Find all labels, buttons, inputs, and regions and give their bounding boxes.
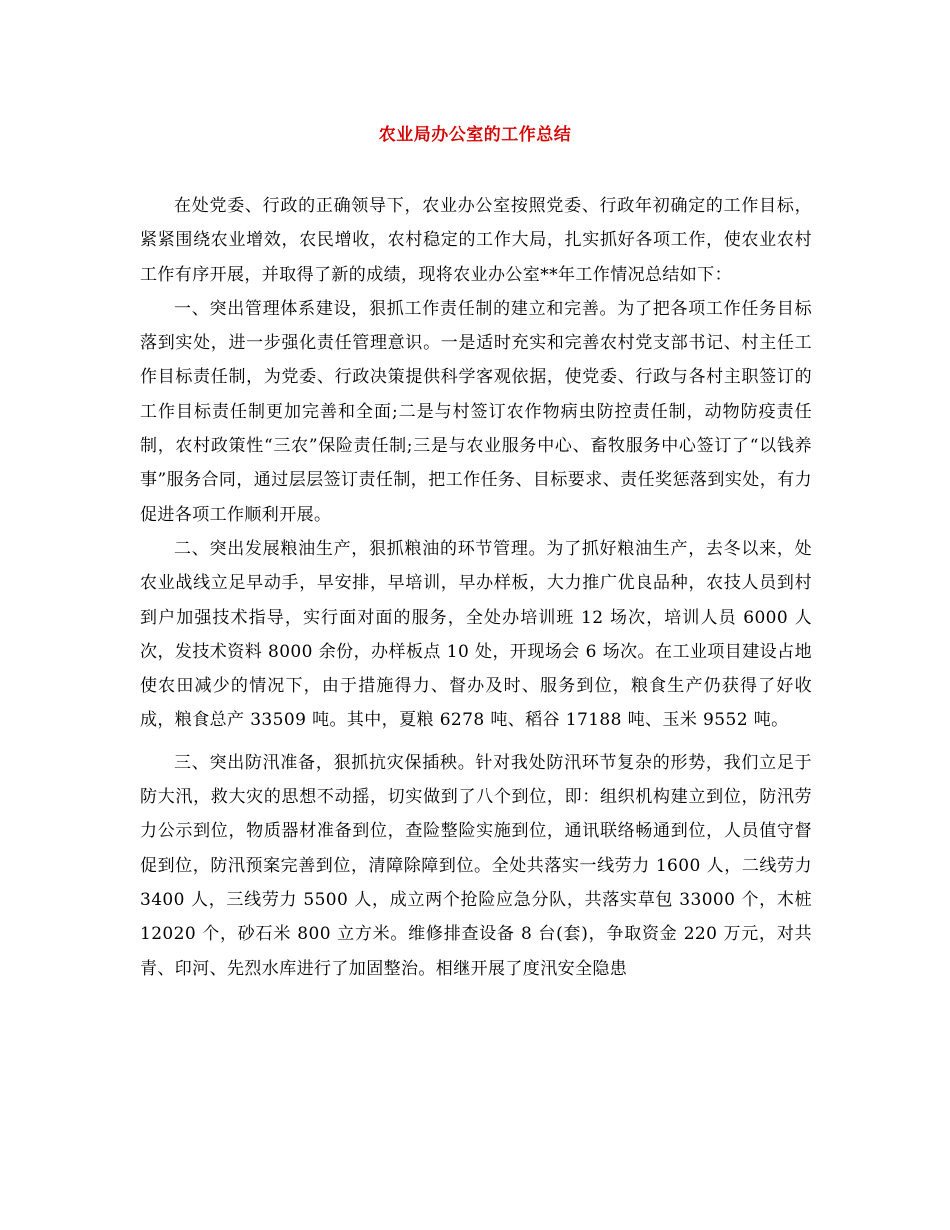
section-three-paragraph: 三、突出防汛准备，狠抓抗灾保插秧。针对我处防汛环节复杂的形势，我们立足于防大汛，救大灾的思想不动摇，切实做到了八个到位，即：组织机构建立到位，防汛劳力公示到位，物质器材准备到位，查险整险实施到位，通讯联络畅通到位，人员值守督促到位，防汛预案完善到位，清障除障到位。全处共落实一线劳力 1600 人，二线劳力 3400 人，三线劳力 5500 人，成立两个抢险应急分队，共落实草包 33000 个，木桩 12020 个，砂石米 800 立方米。维修排查设备 8 台(套)，争取资金 220 万元，对共青、印河、先烈水库进行了加固整治。相继开展了度汛安全隐患 [140,752,812,979]
document-title: 农业局办公室的工作总结 [378,125,572,145]
intro-paragraph: 在处党委、行政的正确领导下，农业办公室按照党委、行政年初确定的工作目标，紧紧围绕农业增效，农民增收，农村稳定的工作大局，扎实抓好各项工作，使农业农村工作有序开展，并取得了新的成绩，现将农业办公室**年工作情况总结如下： [140,196,812,285]
document-body [140,189,812,986]
section-one-paragraph: 一、突出管理体系建设，狠抓工作责任制的建立和完善。为了把各项工作任务目标落到实处，进一步强化责任管理意识。一是适时充实和完善农村党支部书记、村主任工作目标责任制，为党委、行政决策提供科学客观依据，使党委、行政与各村主职签订的工作目标责任制更加完善和全面;二是与村签订农作物病虫防控责任制，动物防疫责任制，农村政策性“三农”保险责任制;三是与农业服务中心、畜牧服务中心签订了“以钱养事”服务合同，通过层层签订责任制，把工作任务、目标要求、责任奖惩落到实处，有力促进各项工作顺利开展。 [140,298,812,525]
section-two-paragraph: 二、突出发展粮油生产，狠抓粮油的环节管理。为了抓好粮油生产，去冬以来，处农业战线立足早动手，早安排，早培训，早办样板，大力推广优良品种，农技人员到村到户加强技术指导，实行面对面的服务，全处办培训班 12 场次，培训人员 6000 人次，发技术资料 8000 余份，办样板点 10 处，开现场会 6 场次。在工业项目建设占地使农田减少的情况下，由于措施得力、督办及时、服务到位，粮食生产仍获得了好收成，粮食总产 33509 吨。其中，夏粮 6278 吨、稻谷 17188 吨、玉米 9552 吨。 [140,538,812,731]
